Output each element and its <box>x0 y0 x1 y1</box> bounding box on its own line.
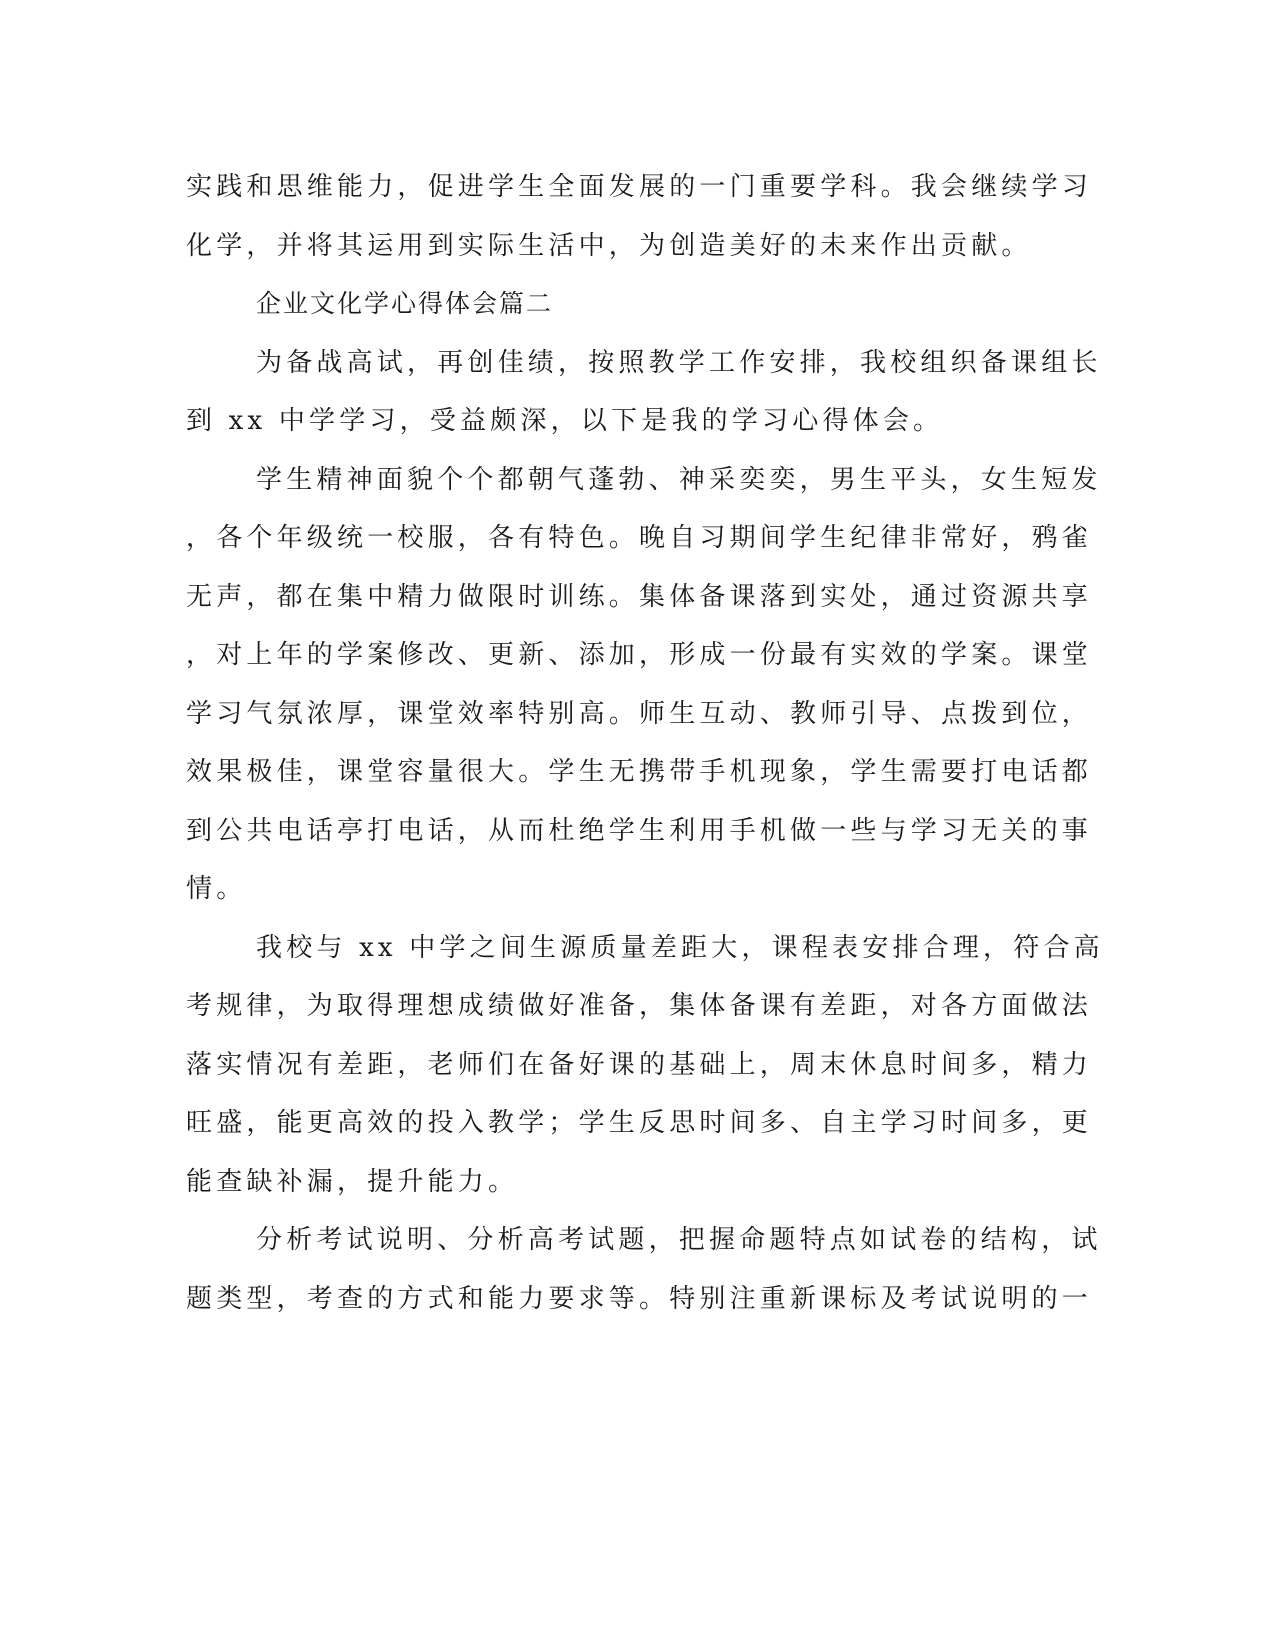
text-line: ，对上年的学案修改、更新、添加，形成一份最有实效的学案。课堂 <box>186 640 1093 670</box>
text-line: 到 xx 中学学习，受益颇深，以下是我的学习心得体会。 <box>186 406 944 436</box>
text-line: 我校与 xx 中学之间生源质量差距大，课程表安排合理，符合高 <box>256 932 1104 963</box>
text-line: 考规律，为取得理想成绩做好准备，集体备课有差距，对各方面做法 <box>186 991 1093 1021</box>
text-line: 实践和思维能力，促进学生全面发展的一门重要学科。我会继续学习 <box>186 172 1093 202</box>
text-line: 旺盛，能更高效的投入教学；学生反思时间多、自主学习时间多，更 <box>186 1108 1093 1138</box>
text-line: ，各个年级统一校服，各有特色。晚自习期间学生纪律非常好，鸦雀 <box>186 523 1093 553</box>
text-line: 落实情况有差距，老师们在备好课的基础上，周末休息时间多，精力 <box>186 1049 1093 1080</box>
text-line: 分析考试说明、分析高考试题，把握命题特点如试卷的结构，试 <box>256 1225 1102 1255</box>
paragraph-3 <box>186 451 1102 919</box>
text-line: 为备战高试，再创佳绩，按照教学工作安排，我校组织备课组长 <box>256 347 1102 378</box>
text-line: 学习气氛浓厚，课堂效率特别高。师生互动、教师引导、点拨到位， <box>186 698 1093 729</box>
text-line: 题类型，考查的方式和能力要求等。特别注重新课标及考试说明的一 <box>186 1283 1093 1314</box>
text-line: 情。 <box>186 874 247 904</box>
text-line: 到公共电话亭打电话，从而杜绝学生利用手机做一些与学习无关的事 <box>186 815 1093 846</box>
paragraph-5 <box>186 1211 1102 1328</box>
text-line: 学生精神面貌个个都朝气蓬勃、神采奕奕，男生平头，女生短发 <box>256 464 1102 495</box>
text-line: 效果极佳，课堂容量很大。学生无携带手机现象，学生需要打电话都 <box>186 757 1093 787</box>
text-line: 能查缺补漏，提升能力。 <box>186 1166 519 1197</box>
paragraph-1 <box>186 158 1093 275</box>
document-body <box>186 158 1104 1328</box>
section-heading: 企业文化学心得体会篇二 <box>256 289 554 318</box>
text-line: 无声，都在集中精力做限时训练。集体备课落到实处，通过资源共享 <box>186 581 1093 612</box>
paragraph-2 <box>186 334 1102 451</box>
text-line: 化学，并将其运用到实际生活中，为创造美好的未来作出贡献。 <box>186 230 1032 261</box>
paragraph-4 <box>186 919 1104 1212</box>
